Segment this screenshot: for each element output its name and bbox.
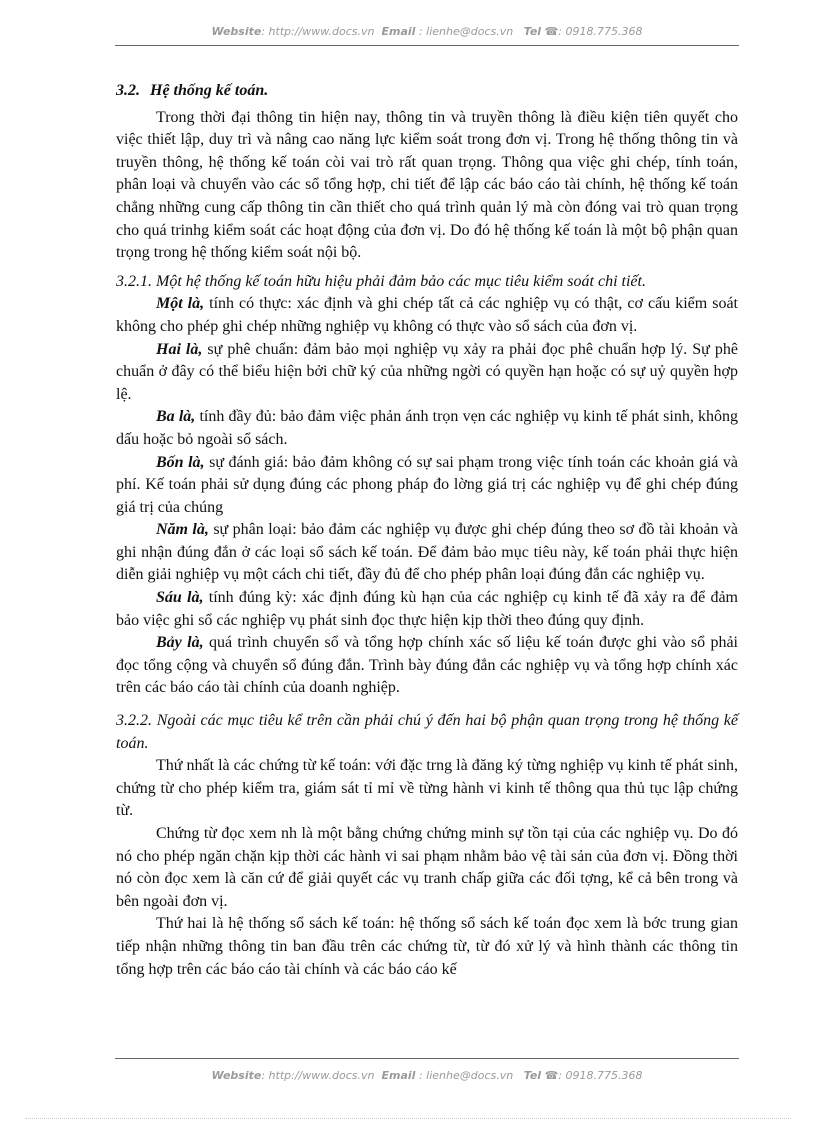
paragraph: Thứ hai là hệ thống sổ sách kế toán: hệ thống sổ sách kế toán đọc xem là bớc trung gian tiếp nhận những thông tin ban đầu trên các chứng từ, từ đó xử lý và hình thành các thông tin tổng hợp trên các báo cáo tài chính và các báo cáo kế xyxy=(116,915,738,978)
item-lead: Bốn là, xyxy=(156,453,205,471)
header-email-label: Email xyxy=(381,25,416,38)
section-intro: Trong thời đại thông tin hiện nay, thông tin và truyền thông là điều kiện tiên quyết cho việc thiết lập, duy trì và nâng cao năng lực kiểm soát trong đơn vị. Trong hệ thống thông tin và truyền thông, hệ thống kế toán còi vai trò rất quan trọng. Thông qua việc ghi chép, tính toán, phân loại và chuyển vào các sổ tổng hợp, chi tiết để lập các báo cáo tài chính, hệ thống kế toán chẳng những cung cấp thông tin cần thiết cho quá trình quản lý mà còn đóng vai trò quan trọng cho quá trinhg kiểm soát các hoạt động của đơn vị. Do đó hệ thống kế toán là một bộ phận quan trọng trong hệ thống kiểm soát nội bộ. xyxy=(116,108,738,262)
item-lead: Sáu là, xyxy=(156,589,204,607)
subsection-heading-1: 3.2.1. Một hệ thống kế toán hữu hiệu phải đảm bảo các mục tiêu kiểm soát chi tiết. xyxy=(116,272,646,290)
footer-divider xyxy=(115,1058,739,1059)
list-item xyxy=(116,293,738,338)
item-text: sự phê chuẩn: đảm bảo mọi nghiệp vụ xảy ra phải đọc phê chuẩn hợp lý. Sự phê chuẩn ở đây có thể biểu hiện bởi chữ ký của những ngời có quyền hạn hoặc có sự uỷ quyền hợp lệ. xyxy=(116,340,739,403)
header-tel-label: Tel xyxy=(523,25,542,38)
document-body xyxy=(116,80,738,981)
item-lead: Hai là, xyxy=(156,340,203,358)
page-footer xyxy=(115,1069,739,1082)
footer-website-value: : http://www.docs.vn xyxy=(261,1069,375,1082)
header-email-value: : lienhe@docs.vn xyxy=(418,25,514,38)
page-edge xyxy=(25,1118,791,1119)
footer-email-value: : lienhe@docs.vn xyxy=(418,1069,514,1082)
list-item xyxy=(116,632,738,700)
item-text: sự phân loại: bảo đảm các nghiệp vụ được ghi chép đúng theo sơ đồ tài khoản và ghi nhận đúng đắn ở các loại sổ sách kế toán. Để đảm bảo mục tiêu này, kế toán phải thực hiện diễn giải nghiệp vụ một cách chi tiết, đầy đủ để cho phép phân loại đúng đắn các nghiệp vụ. xyxy=(116,521,739,584)
list-item xyxy=(116,519,738,587)
page-header xyxy=(115,25,739,38)
item-text: sự đánh giá: bảo đảm không có sự sai phạm trong việc tính toán các khoản giá và phí. Kế toán phải sử dụng đúng các phong pháp đo lờng giá trị các nghiệp vụ để ghi chép đúng giá trị của chúng xyxy=(116,453,739,516)
list-item xyxy=(116,587,738,632)
footer-tel-value: : 0918.775.368 xyxy=(558,1069,643,1082)
item-lead: Bảy là, xyxy=(156,634,204,652)
footer-tel-label: Tel xyxy=(523,1069,542,1082)
paragraph: Chứng từ đọc xem nh là một bằng chứng chứng minh sự tồn tại của các nghiệp vụ. Do đó nó cho phép ngăn chặn kịp thời các hành vi sai phạm nhằm bảo vệ tài sản của đơn vị. Đồng thời nó còn đọc xem là căn cứ để giải quyết các vụ tranh chấp giữa các đối tợng, kể cả bên trong và bên ngoài đơn vị. xyxy=(116,825,738,910)
list-item xyxy=(116,406,738,451)
header-website-label: Website xyxy=(211,25,262,38)
footer-website-label: Website xyxy=(211,1069,262,1082)
subsection-heading-2: 3.2.2. Ngoài các mục tiêu kể trên cần phải chú ý đến hai bộ phận quan trọng trong hệ thống kế toán. xyxy=(116,712,738,752)
paragraph: Thứ nhất là các chứng từ kế toán: với đặc trng là đăng ký từng nghiệp vụ kinh tế phát sinh, chứng từ cho phép kiểm tra, giám sát tỉ mỉ về từng hành vi kinh tế thông qua thủ tục lập chứng từ. xyxy=(116,757,738,820)
header-tel-value: : 0918.775.368 xyxy=(558,25,643,38)
phone-icon: ☎ xyxy=(544,1069,559,1082)
phone-icon: ☎ xyxy=(544,25,559,38)
item-text: quá trình chuyển sổ và tổng hợp chính xác số liệu kế toán được ghi vào sổ phải đọc tổng cộng và chuyển sổ đúng đắn. Trình bày đúng đắn các nghiệp vụ và tổng hợp chính xác trên các báo cáo tài chính của doanh nghiệp. xyxy=(116,634,739,697)
item-lead: Một là, xyxy=(156,295,205,313)
header-divider xyxy=(115,45,739,46)
list-item xyxy=(116,452,738,520)
item-text: tính đầy đủ: bảo đảm việc phản ánh trọn vẹn các nghiệp vụ kinh tế phát sinh, không dấu hoặc bỏ ngoài sổ sách. xyxy=(116,408,738,448)
list-item xyxy=(116,339,738,407)
section-title: Hệ thống kế toán. xyxy=(150,82,269,99)
item-lead: Năm là, xyxy=(156,521,209,539)
item-text: tính đúng kỳ: xác định đúng kù hạn của các nghiệp cụ kinh tế đã xảy ra để đảm bảo việc ghi sổ các nghiệp vụ phát sinh đọc thực hiện kịp thời theo đúng quy định. xyxy=(116,589,739,629)
section-heading xyxy=(116,80,738,103)
footer-email-label: Email xyxy=(381,1069,416,1082)
item-lead: Ba là, xyxy=(156,408,196,426)
header-website-value: : http://www.docs.vn xyxy=(261,25,375,38)
item-text: tính có thực: xác định và ghi chép tất cả các nghiệp vụ có thật, cơ cấu kiểm soát không cho phép ghi chép những nghiệp vụ không có thực vào sổ sách của đơn vị. xyxy=(116,295,738,335)
section-number: 3.2. xyxy=(116,82,140,99)
